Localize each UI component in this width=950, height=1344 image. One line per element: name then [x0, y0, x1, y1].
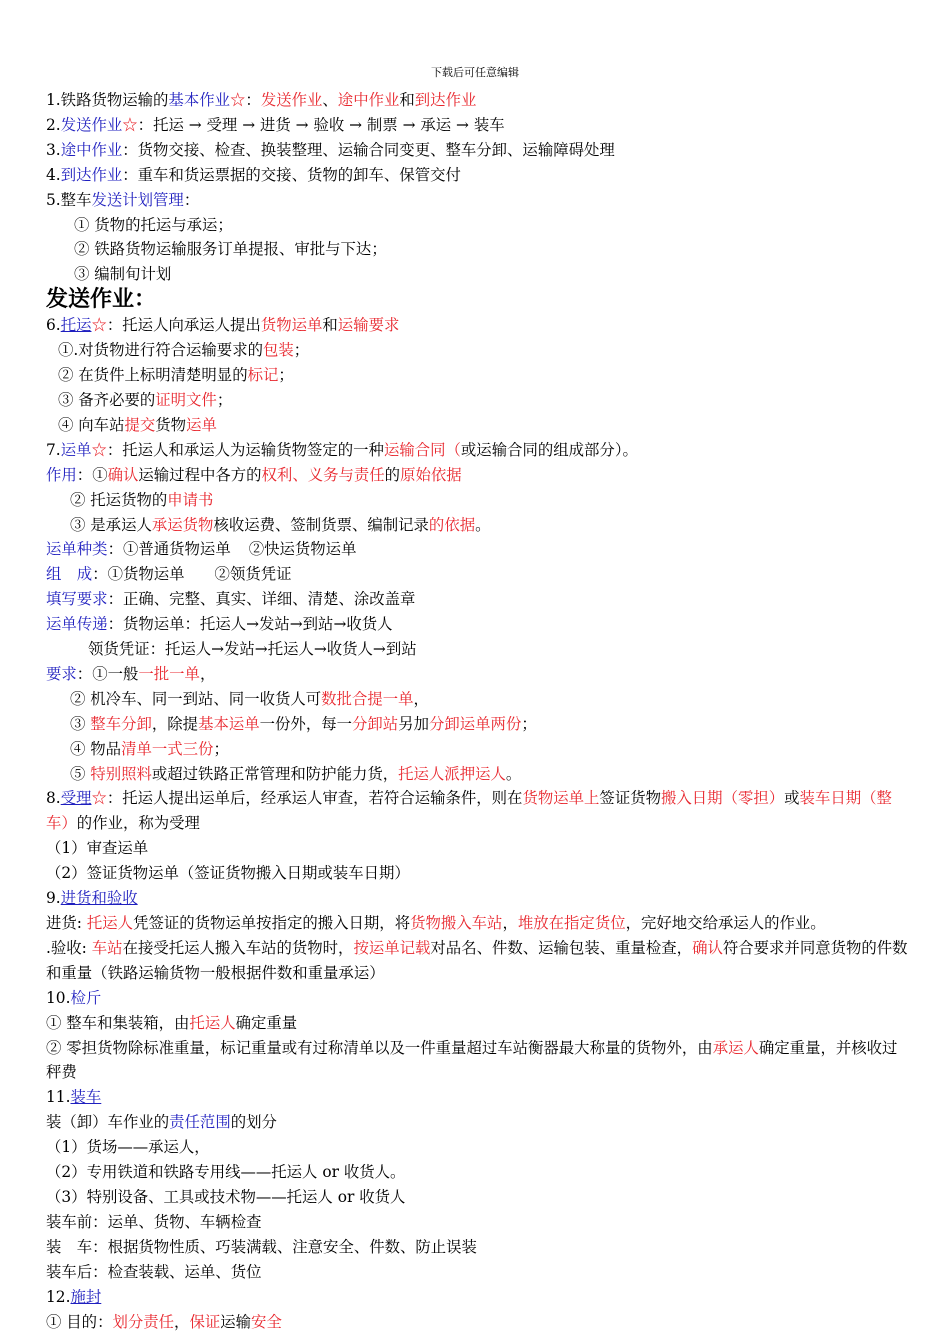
text-segment: ， [502, 914, 518, 932]
highlighted-term: 提交 [124, 415, 156, 434]
text-line [46, 762, 908, 787]
highlighted-term: 运输要求 [337, 316, 400, 335]
highlighted-term: 组 成 [46, 565, 93, 584]
highlighted-term: 确认 [692, 938, 723, 957]
highlighted-term: 装车日期（整车） [46, 789, 892, 833]
text-segment: 。 [505, 764, 522, 783]
text-line [46, 687, 908, 712]
text-line [46, 886, 908, 911]
text-line [46, 712, 908, 737]
highlighted-term: ☆ [122, 115, 138, 134]
highlighted-term: 责任范围 [169, 1113, 231, 1132]
text-line [46, 237, 908, 262]
highlighted-term: 保证 [189, 1312, 221, 1331]
text-line [46, 1110, 908, 1135]
text-segment: ； [278, 366, 294, 385]
text-segment: ②领货凭证 [214, 565, 292, 584]
text-segment: （2）专用铁道和铁路专用线——托运人 or 收货人。 [46, 1163, 406, 1182]
highlighted-term: 作用 [46, 465, 77, 484]
highlighted-term: 到达作业 [414, 91, 477, 109]
text-segment: 2. [46, 115, 61, 134]
highlighted-term: 运单种类 [46, 540, 108, 559]
text-segment: 3. [46, 140, 61, 159]
text-segment: ， [413, 689, 429, 708]
text-segment: 进货: [46, 914, 87, 932]
text-segment: 7. [46, 440, 61, 459]
highlighted-term: 运单 [186, 415, 217, 434]
text-segment: ① 货物的托运与承运； [74, 215, 233, 234]
text-segment: 或运输合同的组成部分）。 [460, 440, 638, 459]
text-segment: ：托运人提出运单后，经承运人审查，若符合运输条件，则在 [106, 789, 523, 808]
text-segment: 装 车：根据货物性质、巧装满载、注意安全、件数、防止误装 [46, 1237, 477, 1256]
highlighted-term: 的依据 [428, 515, 476, 534]
text-segment: ③ [70, 714, 91, 733]
text-segment: ④ 物品 [70, 739, 122, 758]
text-line [46, 911, 908, 936]
text-segment: ：托运人向承运人提出 [106, 316, 261, 335]
text-line [46, 1260, 908, 1285]
text-segment: ：①货物运单 [92, 565, 185, 584]
text-segment: ： [183, 190, 200, 209]
text-line [46, 1160, 908, 1185]
text-segment: 。 [475, 515, 491, 534]
text-line [46, 188, 908, 213]
text-segment: 确定重量，并核收过秤费 [46, 1038, 898, 1082]
term-link[interactable]: 托运 [60, 316, 92, 335]
text-line [46, 1011, 908, 1036]
highlighted-term: 包装 [262, 341, 294, 360]
section-heading [46, 287, 908, 313]
text-line [46, 1085, 908, 1110]
text-segment: 或超过铁路正常管理和防护能力货， [151, 764, 399, 783]
text-line [46, 662, 908, 687]
text-line [46, 338, 908, 363]
text-segment: ① 目的： [46, 1312, 113, 1331]
highlighted-term: 基本运单 [198, 714, 260, 733]
highlighted-term: 运输合同（ [383, 440, 461, 459]
highlighted-term: 特别照料 [90, 764, 152, 783]
text-line [46, 587, 908, 612]
text-line [46, 513, 908, 538]
highlighted-term: 基本作业 [168, 91, 230, 109]
text-segment: 或 [784, 789, 800, 808]
text-segment: ② 机冷车、同一到站、同一收货人可 [70, 689, 322, 708]
text-segment: ②快运货物运单 [248, 540, 357, 559]
highlighted-term: 整车分卸 [90, 714, 152, 733]
highlighted-term: 权利、义务与责任 [261, 465, 385, 484]
text-segment: 一份外，每一 [259, 714, 352, 733]
text-line [46, 463, 908, 488]
text-segment: 4. [46, 165, 61, 184]
text-segment: ③ 是承运人 [70, 515, 152, 534]
text-segment: ：①一般 [76, 664, 139, 683]
text-line [46, 1235, 908, 1260]
term-link[interactable]: 装车 [70, 1088, 102, 1107]
highlighted-term: 填写要求 [46, 590, 108, 609]
highlighted-term: 托运人 [86, 914, 134, 932]
text-segment: 的 [384, 465, 401, 484]
text-segment: ③ 备齐必要的 [58, 390, 156, 409]
text-segment: ； [216, 390, 233, 409]
text-line [46, 1135, 908, 1160]
text-segment: 装车后：检查装载、运单、货位 [46, 1262, 262, 1281]
text-segment: ② 铁路货物运输服务订单提报、审批与下达； [74, 240, 387, 259]
text-segment: 装车前：运单、货物、车辆检查 [46, 1212, 262, 1231]
text-line [46, 388, 908, 413]
highlighted-term: 到达作业 [60, 165, 123, 184]
term-link[interactable]: 进货和验收 [60, 889, 138, 908]
text-segment: 8. [46, 789, 61, 808]
highlighted-term: 承运货物 [151, 515, 214, 534]
text-line [46, 1210, 908, 1235]
text-segment: ③ 编制旬计划 [74, 265, 172, 284]
text-segment: ，除提 [151, 714, 199, 733]
highlighted-term: 证明文件 [155, 390, 217, 409]
highlighted-term: 划分责任 [112, 1312, 175, 1331]
highlighted-term: ☆ [91, 440, 107, 459]
text-segment: ； [521, 714, 537, 733]
text-segment: ⑤ [70, 764, 91, 783]
text-segment: ； [293, 341, 310, 360]
text-line [46, 1036, 908, 1086]
text-segment: 5.整车 [46, 190, 92, 209]
text-segment: 凭签证的货物运单按指定的搬入日期，将 [133, 914, 411, 932]
text-segment: ； [213, 739, 229, 758]
text-segment: 、 [322, 91, 338, 109]
text-line [46, 737, 908, 762]
text-segment: 签证货物 [599, 789, 661, 808]
text-segment: 在接受托运人搬入车站的货物时， [122, 938, 354, 957]
highlighted-term: 数批合提一单 [321, 689, 414, 708]
highlighted-term: ☆ [230, 91, 246, 109]
text-line [46, 861, 908, 886]
text-segment: 装（卸）车作业的 [46, 1113, 170, 1132]
text-segment: ② 零担货物除标准重量，标记重量或有过称清单以及一件重量超过车站衡器最大称量的货物外，由 [46, 1038, 713, 1057]
text-segment: 确定重量 [235, 1013, 298, 1032]
highlighted-term: 发送计划管理 [91, 190, 184, 209]
text-segment: 10. [46, 988, 71, 1007]
text-line [46, 936, 908, 986]
highlighted-term: 检斤 [70, 988, 102, 1007]
text-segment: ，完好地交给承运人的作业。 [625, 914, 826, 932]
text-segment: ：① [76, 465, 108, 484]
text-segment: ② 在货件上标明清楚明显的 [58, 366, 248, 385]
text-line [46, 786, 908, 836]
highlighted-term: 一批一单 [138, 664, 200, 683]
highlighted-term: 清单一式三份 [121, 739, 214, 758]
text-segment: ：托运 → 受理 → 进货 → 验收 → 制票 → 承运 → 装车 [137, 115, 505, 134]
text-segment: 对品名、件数、运输包装、重量检查， [430, 938, 693, 957]
highlighted-term: 托运人派押运人 [398, 764, 506, 783]
text-segment: ：货物运单：托运人→发站→到站→收货人 [107, 615, 393, 634]
highlighted-term: 分卸运单两份 [428, 714, 522, 733]
highlighted-term: 发送作业 [260, 91, 323, 109]
text-line [46, 88, 908, 113]
text-segment: 符合要求并同意货物的件数和重量（铁路运输货物一般根据件数和重量承运） [46, 938, 908, 982]
highlighted-term: ☆ [91, 789, 107, 808]
highlighted-term: 途中作业 [60, 140, 123, 159]
text-segment: ：正确、完整、真实、详细、清楚、涂改盖章 [107, 590, 416, 609]
text-segment: 另加 [398, 714, 429, 733]
document-body [46, 88, 908, 1334]
text-line [46, 1185, 908, 1210]
text-line [46, 612, 908, 637]
highlighted-term: 发送作业 [60, 115, 123, 134]
highlighted-term: 要求 [46, 664, 77, 683]
highlighted-term: 堆放在指定货位 [517, 914, 626, 932]
text-segment: 的划分 [230, 1113, 277, 1132]
text-segment: ①.对货物进行符合运输要求的 [58, 341, 263, 360]
text-line [46, 562, 908, 587]
highlighted-term: 标记 [247, 366, 279, 385]
term-link[interactable]: 施封 [70, 1287, 102, 1306]
text-segment: （1）审查运单 [46, 839, 149, 858]
text-segment: ④ 向车站 [58, 415, 125, 434]
text-line [46, 537, 908, 562]
text-line [46, 986, 908, 1011]
text-segment: .验收: [46, 938, 92, 957]
text-segment: 1.铁路货物运输的 [46, 91, 169, 109]
text-segment: 发送作业： [46, 287, 157, 313]
highlighted-term: 承运人 [712, 1038, 759, 1057]
text-segment: 货物 [155, 415, 187, 434]
text-line [46, 213, 908, 238]
text-line [46, 413, 908, 438]
text-segment: 和 [399, 91, 415, 109]
highlighted-term: 按运单记载 [353, 938, 431, 957]
text-line [46, 113, 908, 138]
text-segment: ① 整车和集装箱，由 [46, 1013, 190, 1032]
highlighted-term: 分卸站 [352, 714, 399, 733]
highlighted-term: 原始依据 [400, 465, 462, 484]
text-line [46, 438, 908, 463]
text-line [46, 1285, 908, 1310]
text-line [46, 138, 908, 163]
highlighted-term: 货物运单上 [522, 789, 600, 808]
text-line [46, 313, 908, 338]
text-segment: 6. [46, 316, 61, 335]
text-line [46, 488, 908, 513]
text-segment: ， [174, 1312, 190, 1331]
text-segment: （2）签证货物运单（签证货物搬入日期或装车日期） [46, 864, 410, 883]
text-line [46, 637, 908, 662]
highlighted-term: ☆ [91, 316, 107, 335]
text-segment: （1）货场——承运人， [46, 1138, 210, 1157]
text-segment: ：托运人和承运人为运输货物签定的一种 [106, 440, 384, 459]
text-line [46, 363, 908, 388]
highlighted-term: 运单 [60, 440, 92, 459]
text-segment: 核收运费、签制货票、编制记录 [213, 515, 429, 534]
text-segment: 12. [46, 1287, 71, 1306]
text-line [46, 262, 908, 287]
text-segment: （3）特别设备、工具或技术物——托运人 or 收货人 [46, 1187, 406, 1206]
text-segment: 和 [322, 316, 338, 335]
text-segment: ：货物交接、检查、换装整理、运输合同变更、整车分卸、运输障碍处理 [122, 140, 615, 159]
text-segment: 的作业，称为受理 [76, 814, 200, 833]
text-segment: ：重车和货运票据的交接、货物的卸车、保管交付 [122, 165, 461, 184]
highlighted-term: 运单传递 [46, 615, 108, 634]
highlighted-term: 搬入日期（零担） [661, 789, 785, 808]
page-header: 下载后可任意编辑 [431, 66, 519, 79]
highlighted-term: 确认 [107, 465, 139, 484]
highlighted-term: 车站 [91, 938, 123, 957]
highlighted-term: 申请书 [167, 490, 214, 509]
highlighted-term: 货物搬入车站 [410, 914, 503, 932]
text-segment: 11. [46, 1088, 71, 1107]
highlighted-term: 途中作业 [337, 91, 400, 109]
text-segment: ：①普通货物运单 [107, 540, 231, 559]
term-link[interactable]: 受理 [60, 789, 92, 808]
text-segment: ， [199, 664, 216, 683]
highlighted-term: 托运人 [189, 1013, 236, 1032]
text-segment: 9. [46, 889, 61, 908]
text-line [46, 163, 908, 188]
text-segment: ： [245, 91, 261, 109]
text-segment: 领货凭证：托运人→发站→托运人→收货人→到站 [88, 640, 417, 659]
text-segment: ② 托运货物的 [70, 490, 168, 509]
text-segment: 运输 [220, 1312, 252, 1331]
text-line [46, 1310, 908, 1335]
text-line [46, 836, 908, 861]
highlighted-term: 货物运单 [260, 316, 323, 335]
text-segment: 运输过程中各方的 [138, 465, 262, 484]
highlighted-term: 安全 [251, 1312, 282, 1331]
